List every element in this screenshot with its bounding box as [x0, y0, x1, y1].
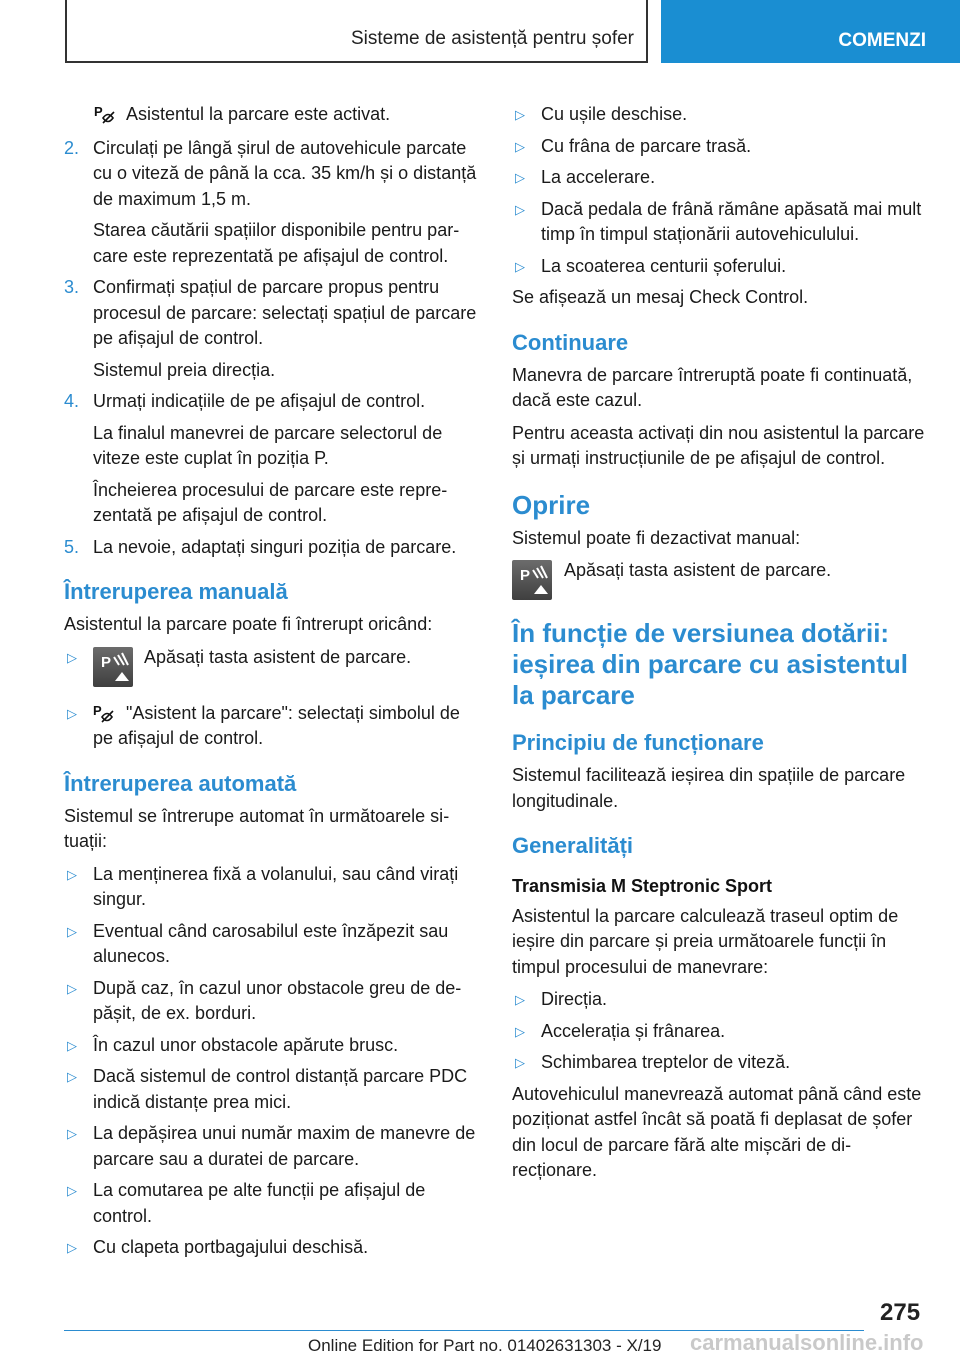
manual-intro: Asistentul la parcare poate fi întrerupt oricând:: [64, 614, 433, 634]
list-item-text: La accelerare.: [541, 167, 656, 187]
step-number: 4.: [64, 391, 80, 411]
header-tab-box[interactable]: [661, 0, 960, 63]
watermark: carmanualsonline.info: [690, 1330, 924, 1355]
list-item-text: Dacă sistemul de control distanță parcare PDC indică distanțe prea mici.: [93, 1066, 468, 1112]
list-item-text: Eventual când carosabilul este înzăpezit sau alunecos.: [93, 920, 449, 966]
check-control-message: Se afișează un mesaj Check Control.: [512, 287, 809, 307]
continue-text: Manevra de parcare întreruptă poate fi continuată, dacă este cazul.: [512, 364, 913, 410]
right-column: [512, 102, 928, 1191]
bullet-triangle-icon: ▷: [67, 923, 77, 939]
general-heading: Generalități: [512, 833, 634, 858]
exit-parking-heading: În funcție de versiunea dotării: ieșirea din parcare cu asistentul la parcare: [512, 618, 908, 710]
principle-text: Sistemul facilitează ieșirea din spațiile de parcare longitudinale.: [512, 765, 906, 811]
step-text: Circulați pe lângă șirul de autovehicule parcate cu o viteză de până la cca. 35 km/h și o distanță de maximum 1,5 m.: [93, 137, 477, 209]
bullet-triangle-icon: ▷: [515, 201, 525, 217]
list-item: [64, 1064, 480, 1115]
bullet-triangle-icon: ▷: [515, 1023, 525, 1039]
stop-heading: Oprire: [512, 489, 591, 520]
page-number: 275: [880, 1299, 921, 1326]
list-item-text: Apăsați tasta asistent de parcare.: [144, 646, 412, 667]
list-item-text: Schimbarea treptelor de viteză.: [541, 1052, 791, 1072]
step-3: [64, 275, 480, 352]
list-item: [512, 1019, 928, 1045]
list-item: [512, 165, 928, 191]
principle-heading: Principiu de funcționare: [512, 730, 764, 755]
list-item: [64, 701, 480, 752]
bullet-triangle-icon: ▷: [515, 170, 525, 185]
parking-assistant-icon: [93, 703, 115, 723]
activated-line: [64, 102, 480, 128]
list-item-text: Cu ușile deschise.: [541, 104, 688, 124]
step-5: [64, 535, 480, 561]
stop-instruction-text: Apăsați tasta asistent de parcare.: [564, 560, 832, 580]
list-item: [512, 1050, 928, 1076]
bullet-triangle-icon: ▷: [515, 992, 525, 1007]
list-item: [64, 645, 480, 687]
stop-intro: Sistemul poate fi dezactivat manual:: [512, 527, 801, 548]
bullet-triangle-icon: ▷: [67, 1069, 77, 1084]
list-item: [64, 1033, 480, 1059]
step-text: Urmați indicațiile de pe afișajul de control.: [93, 391, 426, 411]
continue-text: Pentru aceasta activați din nou asistentul la parcare și urmați instrucțiunile de pe afișajul de control.: [512, 422, 925, 468]
list-item-text: La scoaterea centurii șoferului.: [541, 255, 787, 276]
step-note: La finalul manevrei de parcare selectorul de viteze este cuplat în poziția P.: [93, 422, 443, 468]
list-item-text: Cu frâna de parcare trasă.: [541, 135, 752, 156]
step-4: [64, 389, 480, 415]
list-item: [512, 254, 928, 280]
activated-text: Asistentul la parcare este activat.: [126, 104, 391, 124]
left-column: [64, 102, 480, 1267]
bullet-triangle-icon: ▷: [67, 1126, 77, 1141]
continue-heading: Continuare: [512, 329, 629, 355]
list-item-text: Dacă pedala de frână rămâne apăsată mai mult timp în timpul staționării autovehiculului.: [541, 198, 922, 244]
list-item: [64, 862, 480, 913]
list-item: [64, 1178, 480, 1229]
list-item: [512, 197, 928, 248]
bullet-triangle-icon: ▷: [67, 980, 77, 996]
step-note: Sistemul preia direcția.: [93, 359, 276, 380]
bullet-triangle-icon: ▷: [515, 138, 525, 154]
edition-text: Online Edition for Part no. 01402631303 - X/19: [308, 1336, 662, 1355]
list-item: [512, 987, 928, 1013]
stop-instruction: [512, 558, 928, 600]
list-item-text: Cu clapeta portbagajului deschisă.: [93, 1237, 369, 1257]
list-item-text: La depășirea unui număr maxim de manevre de parcare sau a duratei de parcare.: [93, 1123, 476, 1169]
transmission-heading: Transmisia M Steptronic Sport: [512, 876, 773, 896]
step-text: La nevoie, adaptați singuri poziția de parcare.: [93, 536, 457, 557]
bullet-triangle-icon: ▷: [515, 258, 525, 274]
bullet-triangle-icon: ▷: [67, 1240, 77, 1255]
step-2: [64, 136, 480, 213]
list-item-text: Direcția.: [541, 989, 608, 1009]
step-number: 3.: [64, 277, 80, 297]
list-item-text: Accelerația și frânarea.: [541, 1020, 726, 1041]
bullet-triangle-icon: ▷: [67, 649, 77, 665]
header-tab-label: COMENZI: [838, 30, 926, 51]
automatic-interruption-heading: Întreruperea automată: [64, 770, 297, 796]
list-item-text: După caz, în cazul unor obstacole greu de depășit, de ex. borduri.: [93, 977, 462, 1023]
list-item-text: În cazul unor obstacole apărute brusc.: [93, 1034, 399, 1055]
step-text: Confirmați spațiul de parcare propus pentru procesul de parcare: selectați spațiul de parcare pe afișajul de control.: [93, 277, 477, 348]
list-item-text: La menținerea fixă a volanului, sau când virați singur.: [93, 863, 459, 909]
final-text: Autovehiculul manevrează automat până când este poziționat astfel încât să poată fi deplasat de șofer din locul de parcare fără alte mișcări de direcționare.: [512, 1083, 922, 1180]
list-item: [64, 919, 480, 970]
step-number: 5.: [64, 536, 80, 557]
step-note: Încheierea procesului de parcare este reprezentată pe afișajul de control.: [93, 479, 448, 525]
parking-assistant-icon: [94, 104, 116, 124]
transmission-text: Asistentul la parcare calculează traseul optim de ieșire din parcare și preia următoarele funcții în timpul procesului de manevrare:: [512, 905, 899, 977]
bullet-triangle-icon: ▷: [67, 1037, 77, 1053]
list-item: [64, 1235, 480, 1261]
auto-intro: Sistemul se întrerupe automat în următoarele situații:: [64, 805, 450, 851]
bullet-triangle-icon: ▷: [67, 705, 77, 721]
step-note: Starea căutării spațiilor disponibile pentru parcare este reprezentată pe afișajul de control.: [93, 220, 460, 266]
bullet-triangle-icon: ▷: [515, 107, 525, 122]
bullet-triangle-icon: ▷: [67, 866, 77, 882]
list-item-text: "Asistent la parcare": selectați simbolul de pe afișajul de control.: [93, 702, 460, 748]
parking-assistant-button-icon: [512, 560, 552, 600]
bullet-triangle-icon: ▷: [515, 1055, 525, 1070]
step-number: 2.: [64, 137, 80, 158]
list-item: [512, 134, 928, 160]
manual-interruption-heading: Întreruperea manuală: [64, 579, 288, 604]
parking-assistant-button-icon: [93, 647, 133, 687]
list-item: [64, 1121, 480, 1172]
list-item: [64, 976, 480, 1027]
list-item-text: La comutarea pe alte funcții pe afișajul de control.: [93, 1180, 426, 1226]
bullet-triangle-icon: ▷: [67, 1183, 77, 1198]
list-item: [512, 102, 928, 128]
header-section-box: [65, 0, 648, 63]
header-section-title: Sisteme de asistență pentru șofer: [350, 28, 634, 49]
